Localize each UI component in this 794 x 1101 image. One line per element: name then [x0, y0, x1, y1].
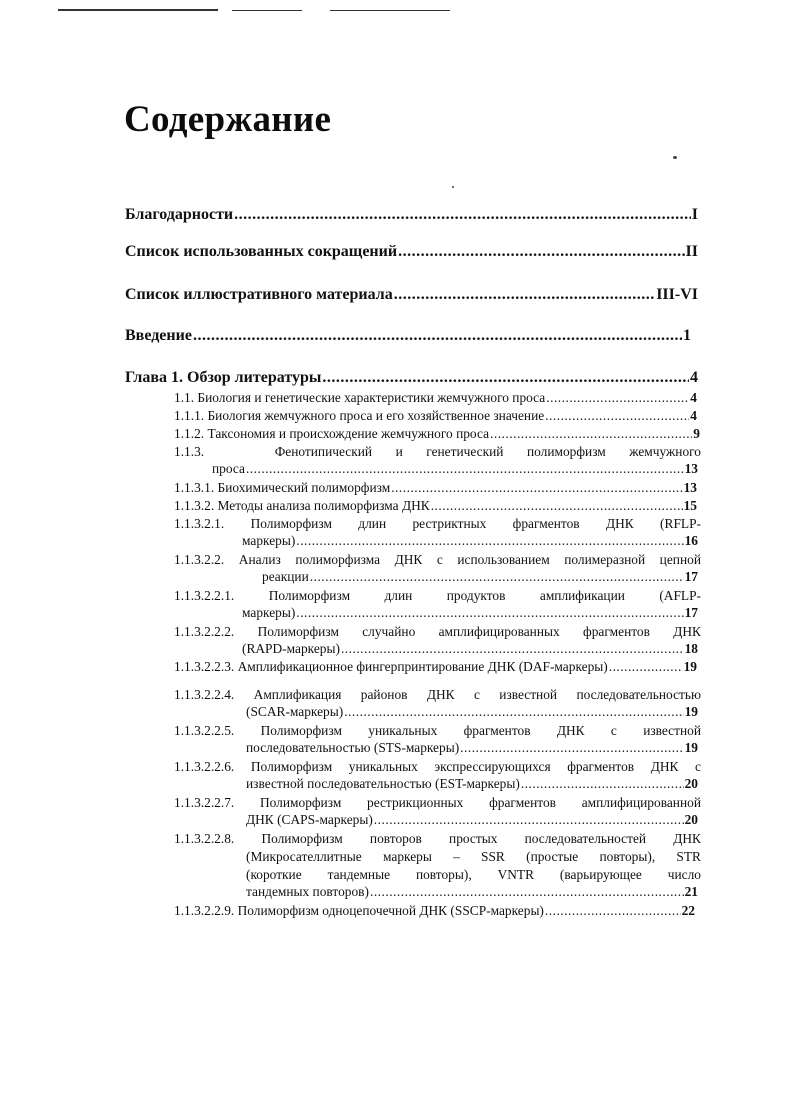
- toc-entry-title: известной последовательностью (EST-маркеры): [246, 776, 520, 791]
- toc-subentry-line[interactable]: [174, 723, 701, 739]
- toc-entry-title: маркеры): [242, 605, 296, 620]
- toc-subentry-line[interactable]: [174, 444, 701, 460]
- toc-entry-title: Полиморфизм уникальных экспрессирующихся фрагментов ДНК с: [250, 759, 701, 774]
- toc-entry-page: 13: [684, 461, 698, 476]
- toc-entry-page: 9: [693, 426, 700, 441]
- toc-leader: [193, 327, 682, 345]
- toc-subentry[interactable]: [174, 659, 697, 675]
- toc-entry-page: 4: [690, 408, 697, 423]
- toc-leader: [545, 903, 681, 919]
- toc-entry-title: 1.1. Биология и генетические характеристики жемчужного проса: [174, 390, 546, 405]
- toc-subentry[interactable]: [174, 390, 697, 406]
- toc-entry-page: III-VI: [656, 286, 698, 303]
- toc-entry-number: 1.1.3.2.2.6.: [174, 759, 235, 774]
- toc-entry-title: (Микросателлитные маркеры – SSR (простые повторы), STR: [246, 849, 701, 864]
- toc-leader: [391, 480, 682, 496]
- toc-entry-title: 1.1.3.2. Методы анализа полиморфизма ДНК: [174, 498, 430, 513]
- toc-entry-abbreviations[interactable]: [125, 243, 698, 261]
- toc-entry-title: Полиморфизм длин рестриктных фрагментов ДНК (RFLP-: [250, 516, 701, 531]
- toc-entry-title: 1.1.3.2.2.9. Полиморфизм одноцепочечной ДНК (SSCP-маркеры): [174, 903, 544, 918]
- toc-entry-title: (SCAR-маркеры): [246, 704, 344, 719]
- scan-artifact-line: [58, 9, 218, 11]
- toc-entry-page: II: [685, 243, 698, 260]
- toc-entry-title: реакции: [262, 569, 309, 584]
- toc-entry-chapter-1[interactable]: [125, 369, 698, 387]
- toc-entry-title: Фенотипический и генетический полиморфизм жемчужного: [274, 444, 701, 459]
- toc-entry-page: 4: [690, 369, 698, 386]
- toc-entry-title: маркеры): [242, 533, 296, 548]
- toc-entry-illustrations[interactable]: [125, 286, 698, 304]
- toc-entry-title: Глава 1. Обзор литературы: [125, 369, 322, 386]
- toc-entry-page: 20: [684, 812, 698, 827]
- toc-leader: [234, 206, 691, 224]
- toc-entry-page: 1: [683, 327, 691, 344]
- toc-entry-page: 19: [684, 704, 698, 719]
- toc-entry-number: 1.1.3.2.2.2.: [174, 624, 235, 639]
- toc-entry-title: проса: [212, 461, 245, 476]
- toc-subentry[interactable]: [174, 480, 697, 496]
- toc-leader: [490, 426, 692, 442]
- toc-entry-title: Анализ полиморфизма ДНК с использованием полимеразной цепной: [238, 552, 701, 567]
- toc-leader: [546, 390, 689, 406]
- scan-artifact-line: [232, 10, 302, 11]
- toc-entry-title: 1.1.3.2.2.3. Амплификационное фингерпринтирование ДНК (DAF-маркеры): [174, 659, 608, 674]
- toc-entry-title: ДНК (CAPS-маркеры): [246, 812, 373, 827]
- toc-entry-page: 17: [684, 569, 698, 584]
- toc-subentry-continuation[interactable]: [246, 776, 698, 792]
- toc-subentry[interactable]: [174, 498, 697, 514]
- toc-leader: [370, 884, 684, 900]
- toc-entry-title: Благодарности: [125, 206, 234, 223]
- toc-entry-number: 1.1.3.2.1.: [174, 516, 225, 531]
- toc-subentry[interactable]: [174, 903, 695, 919]
- toc-subentry[interactable]: [174, 408, 697, 424]
- toc-subentry-continuation[interactable]: [262, 569, 698, 585]
- toc-entry-title: 1.1.1. Биология жемчужного проса и его хозяйственное значение: [174, 408, 545, 423]
- toc-subentry-line[interactable]: [246, 867, 701, 883]
- toc-entry-page: 13: [683, 480, 697, 495]
- toc-entry-title: Полиморфизм уникальных фрагментов ДНК с известной: [260, 723, 701, 738]
- toc-leader: [341, 641, 684, 657]
- toc-entry-page: 19: [683, 659, 697, 674]
- toc-subentry-continuation[interactable]: [246, 704, 698, 720]
- toc-leader: [310, 569, 684, 585]
- toc-entry-number: 1.1.3.2.2.7.: [174, 795, 235, 810]
- toc-entry-title: Полиморфизм длин продуктов амплификации (AFLP-: [268, 588, 701, 603]
- toc-entry-page: 21: [684, 884, 698, 899]
- toc-entry-page: 19: [684, 740, 698, 755]
- toc-leader: [545, 408, 689, 424]
- toc-leader: [394, 286, 655, 304]
- toc-leader: [398, 243, 684, 261]
- toc-subentry-continuation[interactable]: [212, 461, 698, 477]
- toc-subentry-continuation[interactable]: [246, 812, 698, 828]
- toc-entry-title: тандемных повторов): [246, 884, 369, 899]
- toc-leader: [344, 704, 683, 720]
- toc-subentry-line[interactable]: [174, 759, 701, 775]
- toc-entry-page: 15: [683, 498, 697, 513]
- toc-entry-page: I: [691, 206, 698, 223]
- toc-entry-page: 20: [684, 776, 698, 791]
- toc-entry-acknowledgements[interactable]: [125, 206, 698, 224]
- toc-leader: [296, 533, 683, 549]
- toc-subentry-continuation[interactable]: [242, 605, 698, 621]
- toc-entry-title: 1.1.2. Таксономия и происхождение жемчужного проса: [174, 426, 490, 441]
- toc-leader: [431, 498, 683, 514]
- toc-leader: [246, 461, 684, 477]
- toc-entry-title: Полиморфизм повторов простых последовательностей ДНК: [261, 831, 701, 846]
- toc-entry-title: (RAPD-маркеры): [242, 641, 340, 656]
- toc-leader: [296, 605, 683, 621]
- toc-subentry-continuation[interactable]: [242, 533, 698, 549]
- toc-subentry-line[interactable]: [174, 687, 701, 703]
- toc-entry-page: 4: [690, 390, 697, 405]
- toc-entry-title: Амплификация районов ДНК с известной последовательностью: [253, 687, 701, 702]
- toc-entry-number: 1.1.3.2.2.: [174, 552, 225, 567]
- toc-entry-number: 1.1.3.: [174, 444, 205, 459]
- toc-entry-title: Список использованных сокращений: [125, 243, 398, 260]
- toc-subentry-line[interactable]: [174, 831, 701, 847]
- scan-artifact-dot: [673, 156, 677, 159]
- toc-entry-introduction[interactable]: [125, 327, 691, 345]
- toc-entry-number: 1.1.3.2.2.5.: [174, 723, 235, 738]
- toc-entry-page: 17: [684, 605, 698, 620]
- toc-entry-title: (короткие тандемные повторы), VNTR (варьирующее число: [246, 867, 701, 882]
- toc-subentry-line[interactable]: [174, 624, 701, 640]
- toc-entry-title: 1.1.3.1. Биохимический полиморфизм: [174, 480, 391, 495]
- page-title: Содержание: [124, 99, 332, 140]
- toc-entry-page: 16: [684, 533, 698, 548]
- toc-entry-title: Введение: [125, 327, 192, 344]
- toc-leader: [609, 659, 683, 675]
- toc-subentry[interactable]: [174, 426, 700, 442]
- toc-entry-title: Полиморфизм рестрикционных фрагментов амплифицированной: [259, 795, 701, 810]
- toc-leader: [374, 812, 684, 828]
- toc-leader: [521, 776, 684, 792]
- toc-entry-number: 1.1.3.2.2.1.: [174, 588, 235, 603]
- toc-subentry-line[interactable]: [174, 795, 701, 811]
- toc-entry-number: 1.1.3.2.2.4.: [174, 687, 235, 702]
- toc-entry-page: 18: [684, 641, 698, 656]
- toc-subentry-line[interactable]: [174, 588, 701, 604]
- toc-entry-page: 22: [681, 903, 695, 918]
- toc-subentry-continuation[interactable]: [246, 740, 698, 756]
- scan-artifact-dot: [452, 186, 454, 188]
- toc-entry-title: Список иллюстративного материала: [125, 286, 393, 303]
- toc-subentry-continuation[interactable]: [246, 884, 698, 900]
- toc-subentry-line[interactable]: [174, 516, 701, 532]
- toc-subentry-line[interactable]: [246, 849, 701, 865]
- toc-entry-title: Полиморфизм случайно амплифицированных фрагментов ДНК: [257, 624, 701, 639]
- toc-subentry-continuation[interactable]: [242, 641, 698, 657]
- toc-leader: [460, 740, 683, 756]
- toc-entry-number: 1.1.3.2.2.8.: [174, 831, 235, 846]
- scan-artifact-line: [330, 10, 450, 11]
- toc-entry-title: последовательностью (STS-маркеры): [246, 740, 460, 755]
- toc-leader: [322, 369, 689, 387]
- toc-subentry-line[interactable]: [174, 552, 701, 568]
